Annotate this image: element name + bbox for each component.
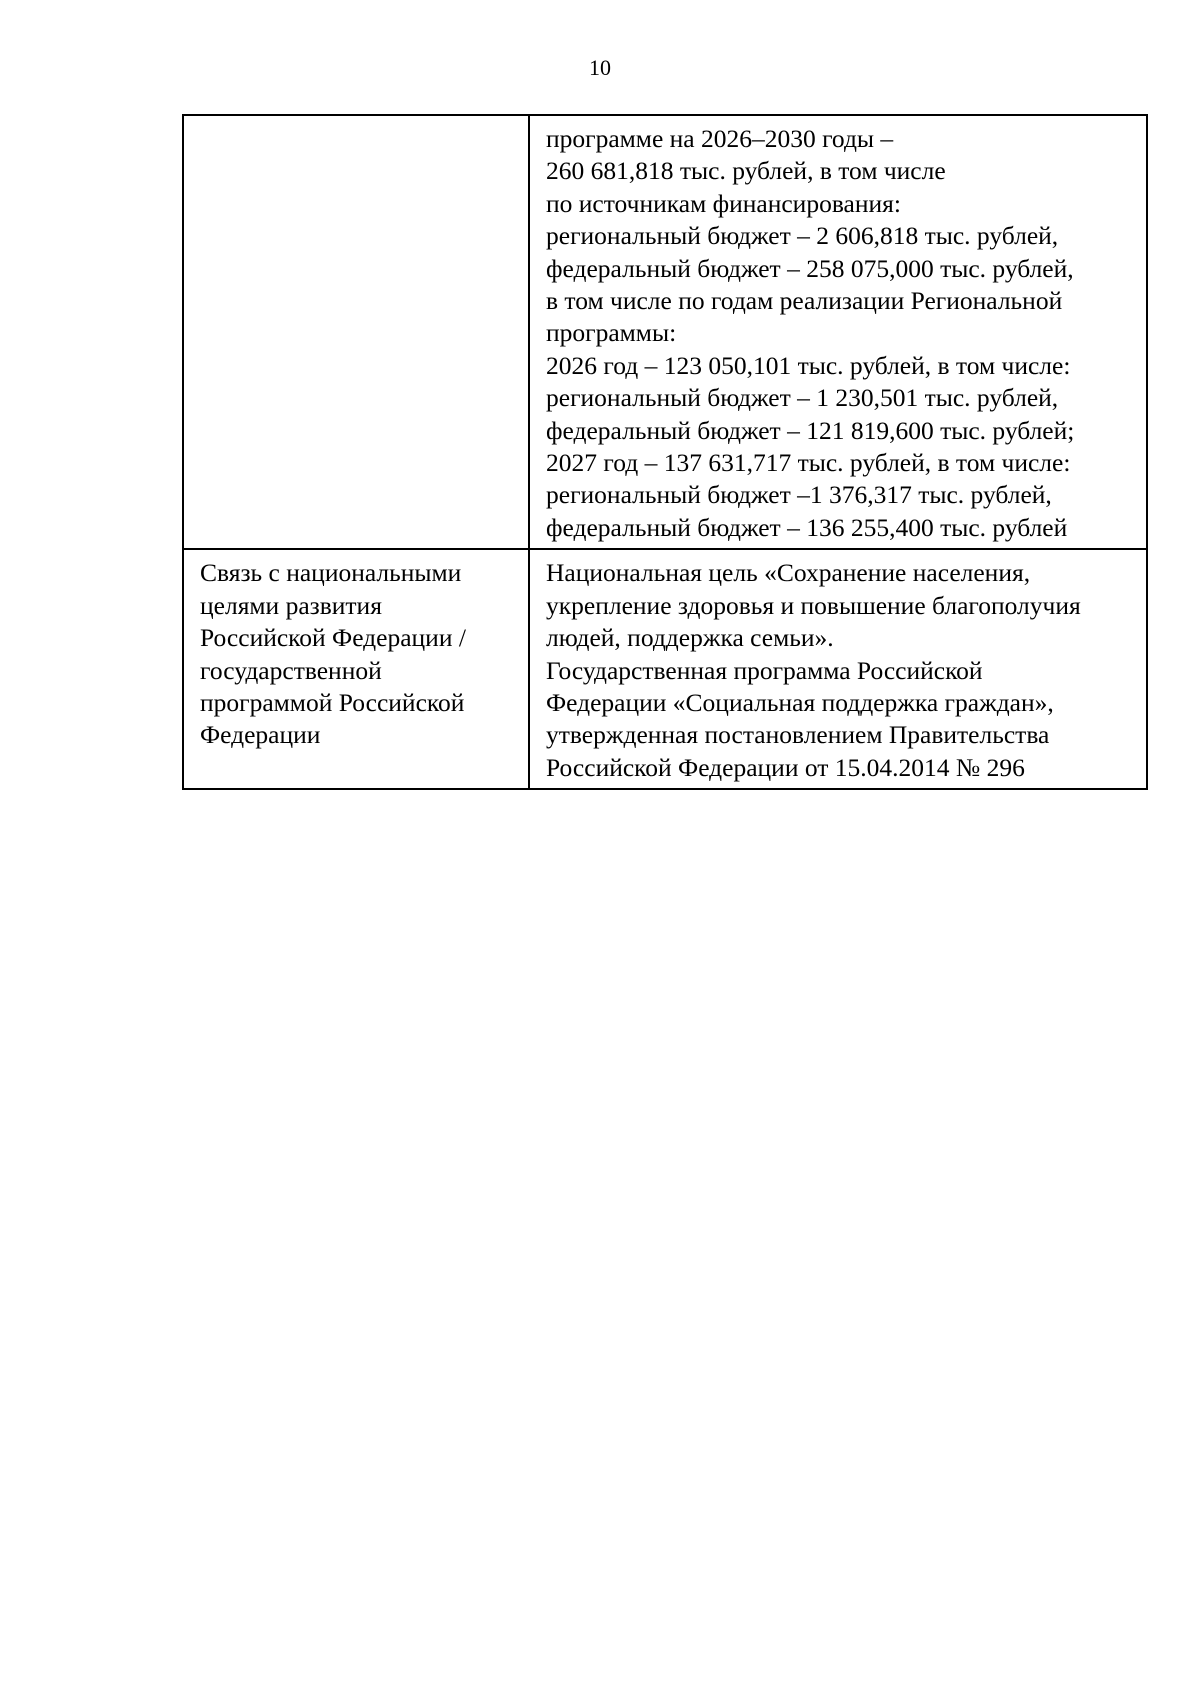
funding-content-cell <box>529 115 1147 549</box>
funding-line: по источникам финансирования: <box>546 188 901 218</box>
content-line: Государственная программа Российской <box>546 655 983 685</box>
table-row-national-goals <box>183 549 1147 789</box>
label-line: целями развития <box>200 590 382 620</box>
funding-line: региональный бюджет –1 376,317 тыс. рублей, <box>546 480 1052 510</box>
content-line: Российской Федерации от 15.04.2014 № 296 <box>546 752 1025 782</box>
funding-line: федеральный бюджет – 136 255,400 тыс. рублей <box>546 512 1068 542</box>
funding-line: программы: <box>546 318 677 348</box>
funding-line: 260 681,818 тыс. рублей, в том числе <box>546 156 946 186</box>
funding-line: 2027 год – 137 631,717 тыс. рублей, в том числе: <box>546 448 1071 478</box>
national-goals-content-cell <box>529 549 1147 789</box>
content-line: Федерации «Социальная поддержка граждан», <box>546 687 1054 717</box>
label-line: Связь с национальными <box>200 558 462 588</box>
funding-line: региональный бюджет – 1 230,501 тыс. рублей, <box>546 383 1059 413</box>
funding-line: федеральный бюджет – 121 819,600 тыс. рублей; <box>546 415 1075 445</box>
label-line: Федерации <box>200 720 321 750</box>
label-line: Российской Федерации / <box>200 623 466 653</box>
funding-line: 2026 год – 123 050,101 тыс. рублей, в том числе: <box>546 350 1071 380</box>
page-number: 10 <box>589 55 611 80</box>
table-row-funding <box>183 115 1147 549</box>
content-line: Национальная цель «Сохранение населения, <box>546 558 1031 588</box>
label-line: программой Российской <box>200 687 465 717</box>
funding-line: федеральный бюджет – 258 075,000 тыс. рублей, <box>546 253 1074 283</box>
content-line: укрепление здоровья и повышение благополучия <box>546 590 1081 620</box>
funding-line: в том числе по годам реализации Региональной <box>546 286 1063 316</box>
label-line: государственной <box>200 655 382 685</box>
funding-line: региональный бюджет – 2 606,818 тыс. рублей, <box>546 221 1059 251</box>
passport-table <box>182 114 1148 790</box>
national-goals-label-cell <box>183 549 529 789</box>
content-line: людей, поддержка семьи». <box>546 623 834 653</box>
funding-line: программе на 2026–2030 годы – <box>546 124 894 153</box>
content-line: утвержденная постановлением Правительства <box>546 720 1050 750</box>
funding-label-cell <box>183 115 529 549</box>
